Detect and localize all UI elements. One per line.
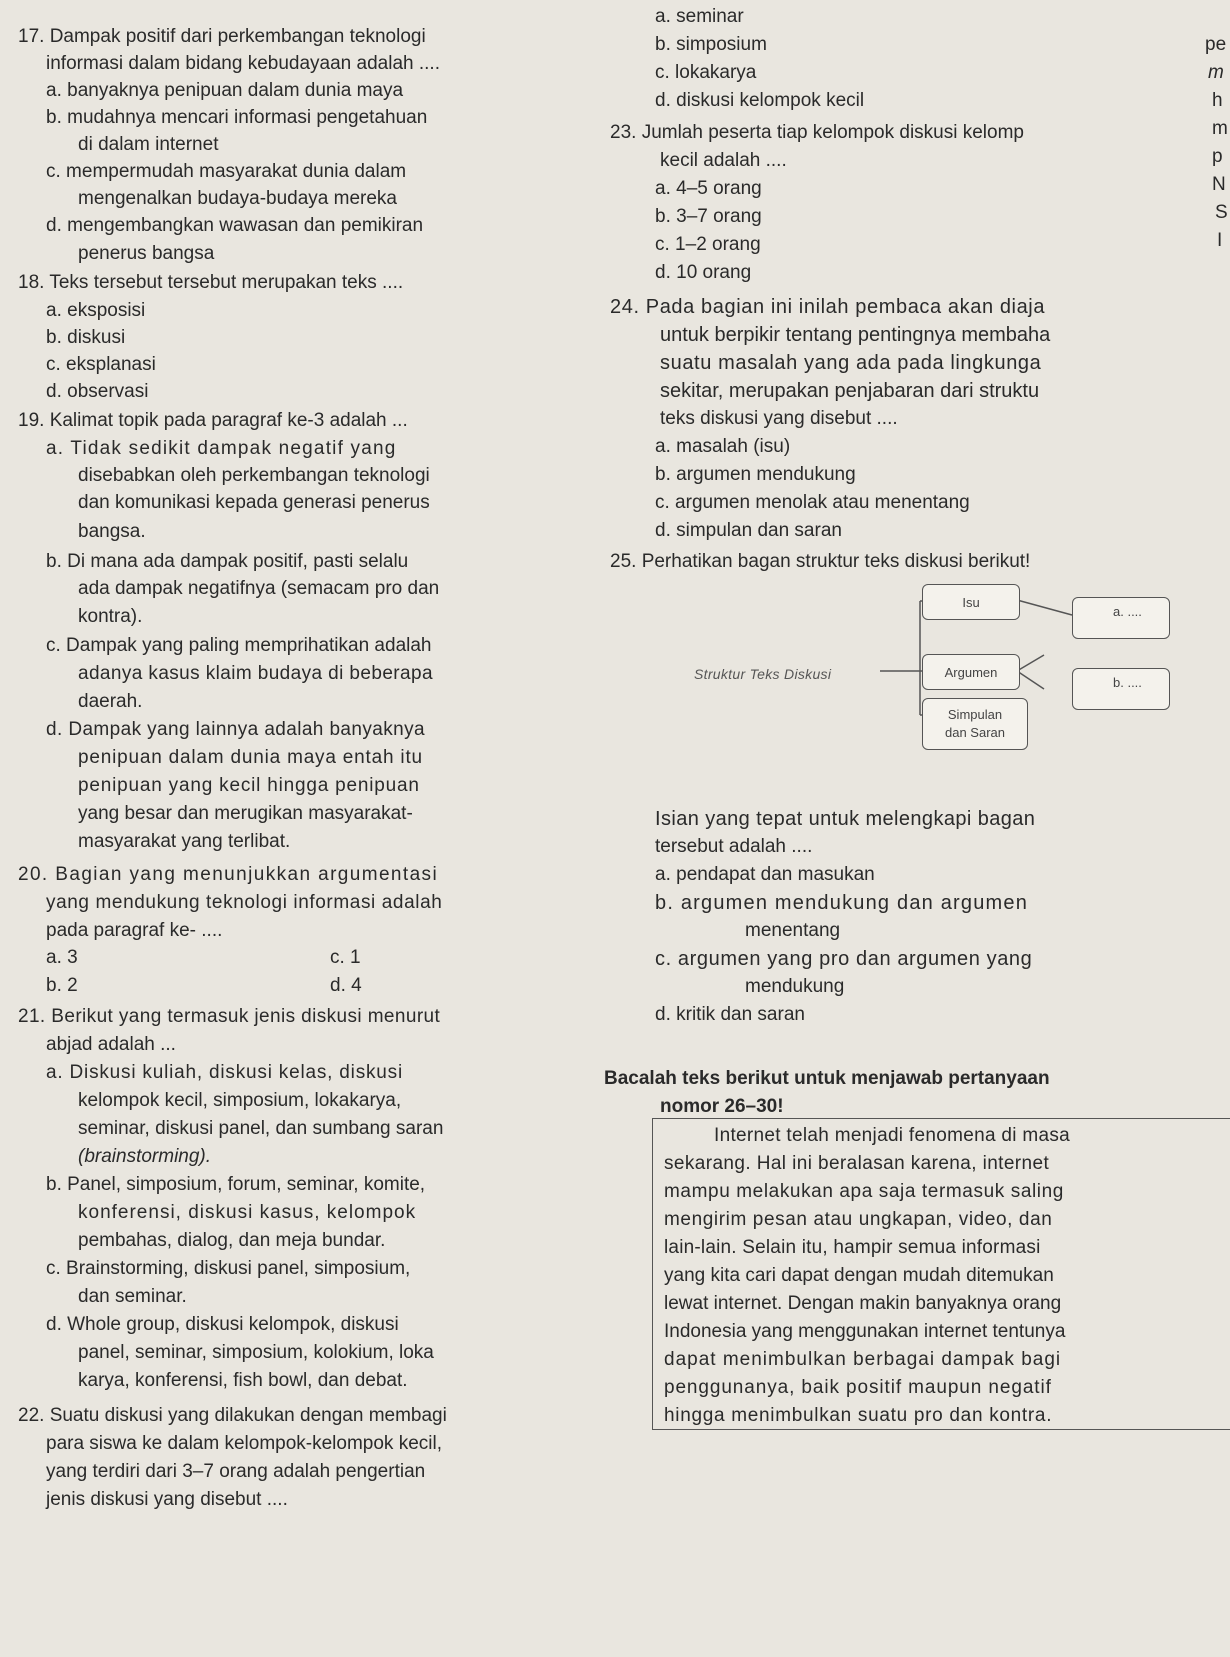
q22-stem-1: 22. Suatu diskusi yang dilakukan dengan membagi [18, 1405, 447, 1426]
edge-fragment-1: pe [1205, 34, 1227, 55]
passage-line-11: hingga menimbulkan suatu pro dan kontra. [664, 1405, 1053, 1426]
diagram-isu-label: Isu [962, 594, 980, 610]
q23-option-d: d. 10 orang [655, 262, 752, 283]
q17-option-a: a. banyaknya penipuan dalam dunia maya [46, 80, 404, 101]
q25-followup-2: tersebut adalah .... [655, 836, 813, 857]
q21-option-b-3: pembahas, dialog, dan meja bundar. [78, 1230, 386, 1251]
argumen-upper-line [1017, 655, 1044, 671]
q19-option-b-3: kontra). [78, 606, 143, 627]
q23-stem-2: kecil adalah .... [660, 150, 787, 171]
q20-option-a: a. 3 [46, 947, 78, 968]
diagram-argumen-label: Argumen [944, 664, 998, 680]
q24-option-c: c. argumen menolak atau menentang [655, 492, 970, 513]
q21-option-d-3: karya, konferensi, fish bowl, dan debat. [78, 1370, 408, 1391]
passage-line-7: lewat internet. Dengan makin banyaknya orang [664, 1293, 1062, 1314]
q21-option-a-1: a. Diskusi kuliah, diskusi kelas, diskusi [46, 1062, 403, 1083]
q20-stem-1: 20. Bagian yang menunjukkan argumentasi [18, 864, 439, 885]
q19-option-a-4: bangsa. [78, 521, 146, 542]
passage-line-8: Indonesia yang menggunakan internet tentunya [664, 1321, 1066, 1342]
passage-line-5: lain-lain. Selain itu, hampir semua informasi [664, 1237, 1041, 1258]
q24-stem-3: suatu masalah yang ada pada lingkunga [660, 352, 1042, 374]
q21-option-d-1: d. Whole group, diskusi kelompok, diskusi [46, 1314, 399, 1335]
q19-option-c-1: c. Dampak yang paling memprihatikan adalah [46, 635, 432, 656]
q17-stem-1: 17. Dampak positif dari perkembangan teknologi [18, 26, 426, 47]
q22-option-a: a. seminar [655, 6, 744, 27]
q17-option-b-1: b. mudahnya mencari informasi pengetahuan [46, 107, 428, 128]
q19-option-a-3: dan komunikasi kepada generasi penerus [78, 492, 430, 513]
diagram-answer-a-box [1072, 597, 1170, 639]
q19-option-b-2: ada dampak negatifnya (semacam pro dan [78, 578, 440, 599]
q20-option-d: d. 4 [330, 975, 362, 996]
q20-stem-3: pada paragraf ke- .... [46, 920, 223, 941]
q23-option-c: c. 1–2 orang [655, 234, 761, 255]
q24-stem-2: untuk berpikir tentang pentingnya membaha [660, 324, 1051, 346]
q25-option-c-1: c. argumen yang pro dan argumen yang [655, 948, 1033, 970]
q19-option-d-5: masyarakat yang terlibat. [78, 831, 291, 852]
q24-stem-5: teks diskusi yang disebut .... [660, 408, 898, 429]
q17-option-c-1: c. mempermudah masyarakat dunia dalam [46, 161, 407, 182]
q18-stem: 18. Teks tersebut tersebut merupakan teks .... [18, 272, 404, 293]
q19-option-d-2: penipuan dalam dunia maya entah itu [78, 747, 423, 768]
q20-option-c: c. 1 [330, 947, 361, 968]
q23-stem-1: 23. Jumlah peserta tiap kelompok diskusi kelomp [610, 122, 1024, 143]
q17-option-d-2: penerus bangsa [78, 243, 215, 264]
q17-option-b-2: di dalam internet [78, 134, 219, 155]
q22-stem-4: jenis diskusi yang disebut .... [46, 1489, 288, 1510]
q25-option-b-1: b. argumen mendukung dan argumen [655, 892, 1029, 914]
diagram-simpulan-box [922, 698, 1028, 750]
q18-option-d: d. observasi [46, 381, 149, 402]
q22-stem-3: yang terdiri dari 3–7 orang adalah pengertian [46, 1461, 426, 1482]
diagram-argumen-box [922, 654, 1020, 690]
diagram-root-label: Struktur Teks Diskusi [694, 666, 832, 682]
q25-option-c-2: mendukung [745, 976, 845, 997]
q17-stem-2: informasi dalam bidang kebudayaan adalah .... [46, 53, 440, 74]
q19-stem: 19. Kalimat topik pada paragraf ke-3 adalah ... [18, 410, 408, 431]
passage-line-10: penggunanya, baik positif maupun negatif [664, 1377, 1052, 1398]
edge-fragment-2: m [1208, 62, 1224, 83]
edge-fragment-7: S [1215, 202, 1228, 223]
q24-stem-1: 24. Pada bagian ini inilah pembaca akan diaja [610, 296, 1046, 318]
edge-fragment-4: m [1212, 118, 1228, 139]
q20-option-b: b. 2 [46, 975, 78, 996]
diagram-b-label: b. .... [1113, 675, 1142, 690]
q21-option-a-3: seminar, diskusi panel, dan sumbang saran [78, 1118, 444, 1139]
reading-instruction-2: nomor 26–30! [660, 1096, 784, 1117]
edge-fragment-6: N [1212, 174, 1226, 195]
passage-line-9: dapat menimbulkan berbagai dampak bagi [664, 1349, 1062, 1370]
q25-stem: 25. Perhatikan bagan struktur teks diskusi berikut! [610, 551, 1031, 572]
q21-option-a-2: kelompok kecil, simposium, lokakarya, [78, 1090, 402, 1111]
q17-option-d-1: d. mengembangkan wawasan dan pemikiran [46, 215, 424, 236]
q24-option-a: a. masalah (isu) [655, 436, 791, 457]
q21-stem-1: 21. Berikut yang termasuk jenis diskusi menurut [18, 1006, 441, 1027]
q18-option-b: b. diskusi [46, 327, 126, 348]
q23-option-b: b. 3–7 orang [655, 206, 762, 227]
diagram-isu-box [922, 584, 1020, 620]
diagram-simpulan-label-2: dan Saran [945, 725, 1005, 740]
edge-fragment-3: h [1212, 90, 1223, 111]
argumen-lower-line [1017, 671, 1044, 689]
diagram-a-label: a. .... [1113, 604, 1142, 619]
q22-option-b: b. simposium [655, 34, 767, 55]
q22-option-d: d. diskusi kelompok kecil [655, 90, 865, 111]
q19-option-d-3: penipuan yang kecil hingga penipuan [78, 775, 420, 796]
q17-option-c-2: mengenalkan budaya-budaya mereka [78, 188, 397, 209]
passage-line-3: mampu melakukan apa saja termasuk saling [664, 1181, 1064, 1202]
q19-option-a-2: disebabkan oleh perkembangan teknologi [78, 465, 430, 486]
q20-stem-2: yang mendukung teknologi informasi adalah [46, 892, 443, 913]
q19-option-d-4: yang besar dan merugikan masyarakat- [78, 803, 413, 824]
passage-line-2: sekarang. Hal ini beralasan karena, internet [664, 1153, 1050, 1174]
isu-to-a-line [1017, 600, 1072, 615]
passage-line-6: yang kita cari dapat dengan mudah ditemukan [664, 1265, 1054, 1286]
q25-followup-1: Isian yang tepat untuk melengkapi bagan [655, 808, 1036, 830]
q18-option-c: c. eksplanasi [46, 354, 156, 375]
q21-option-c-1: c. Brainstorming, diskusi panel, simposium, [46, 1258, 411, 1279]
passage-line-4: mengirim pesan atau ungkapan, video, dan [664, 1209, 1053, 1230]
edge-fragment-8: I [1217, 230, 1223, 251]
q21-option-c-2: dan seminar. [78, 1286, 187, 1307]
q19-option-b-1: b. Di mana ada dampak positif, pasti selalu [46, 551, 409, 572]
q18-option-a: a. eksposisi [46, 300, 146, 321]
q19-option-c-3: daerah. [78, 691, 143, 712]
q19-option-a-1: a. Tidak sedikit dampak negatif yang [46, 438, 397, 459]
q22-option-c: c. lokakarya [655, 62, 757, 83]
q24-stem-4: sekitar, merupakan penjabaran dari struktu [660, 380, 1040, 402]
q21-option-d-2: panel, seminar, simposium, kolokium, loka [78, 1342, 434, 1363]
q23-option-a: a. 4–5 orang [655, 178, 762, 199]
passage-line-1: Internet telah menjadi fenomena di masa [714, 1125, 1071, 1146]
q21-option-b-2: konferensi, diskusi kasus, kelompok [78, 1202, 417, 1223]
q25-option-a: a. pendapat dan masukan [655, 864, 875, 885]
q21-option-a-4: (brainstorming). [78, 1146, 212, 1167]
reading-instruction-1: Bacalah teks berikut untuk menjawab pertanyaan [604, 1068, 1050, 1089]
q24-option-d: d. simpulan dan saran [655, 520, 842, 541]
edge-fragment-5: p [1212, 146, 1223, 167]
q24-option-b: b. argumen mendukung [655, 464, 856, 485]
q19-option-d-1: d. Dampak yang lainnya adalah banyaknya [46, 719, 425, 740]
diagram-simpulan-label-1: Simpulan [947, 707, 1003, 722]
q21-stem-2: abjad adalah ... [46, 1034, 176, 1055]
q25-option-d: d. kritik dan saran [655, 1004, 805, 1025]
diagram-answer-b-box [1072, 668, 1170, 710]
q21-option-b-1: b. Panel, simposium, forum, seminar, komite, [46, 1174, 426, 1195]
q19-option-c-2: adanya kasus klaim budaya di beberapa [78, 663, 433, 684]
q22-stem-2: para siswa ke dalam kelompok-kelompok kecil, [46, 1433, 442, 1454]
q25-option-b-2: menentang [745, 920, 841, 941]
